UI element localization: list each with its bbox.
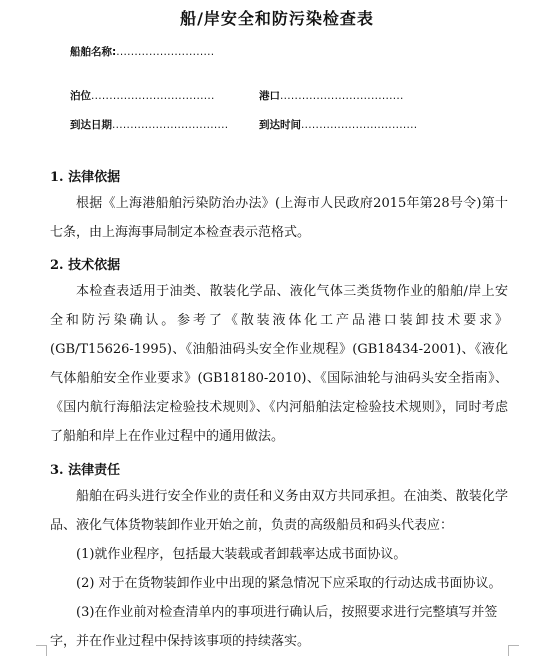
- arrival-time-label: 到达时间: [259, 119, 301, 131]
- port-field: [259, 88, 404, 103]
- margin-corner-mark: [508, 645, 519, 656]
- section-1-text: 根据《上海港船舶污染防治办法》(上海市人民政府2015年第28号令)第十七条，由上海海事局制定本检查表示范格式。: [50, 196, 508, 240]
- section-1-heading: 1. 法律依据: [50, 170, 121, 185]
- arrival-date-field: [70, 117, 228, 132]
- ship-name-field: 船舶名称:...........................: [70, 46, 215, 58]
- ship-name-label: 船舶名称: [70, 46, 112, 58]
- arrival-date-label: 到达日期: [70, 119, 112, 131]
- arrival-time-field: [259, 117, 417, 132]
- berth-value: ..................................: [91, 90, 215, 102]
- berth-label: 泊位: [70, 90, 91, 102]
- port-value: ..................................: [280, 90, 404, 102]
- section-2-heading: 2. 技术依据: [50, 258, 121, 273]
- arrival-time-value: ................................: [301, 119, 418, 131]
- section-2-text: 本检查表适用于油类、散装化学品、液化气体三类货物作业的船舶/岸上安全和防污染确认。参考了《散装液体化工产品港口装卸技术要求》(GB/T15626-1995)、《油船油码头安全作业规程》(GB18434-2001)、《液化气体船舶安全作业要求》(GB18180-2010)、《国际油轮与油码头安全指南》、《国内航行海船法定检验技术规则》、《内河船舶法定检验技术规则》，同时考虑了船舶和岸上在作业过程中的通用做法。: [50, 284, 508, 444]
- section-3-heading: 3. 法律责任: [50, 463, 121, 478]
- margin-corner-mark: [36, 645, 47, 656]
- section-3-item-2: (2) 对于在货物装卸作业中出现的紧急情况下应采取的行动达成书面协议。: [76, 576, 502, 591]
- berth-field: [70, 88, 215, 103]
- section-3-item-3: (3)在作业前对检查清单内的事项进行确认后，按照要求进行完整填写并签字，并在作业过程中保持该事项的持续落实。: [50, 605, 498, 649]
- ship-name-value: ...........................: [116, 46, 215, 58]
- port-label: 港口: [259, 90, 280, 102]
- section-3-item-1: (1)就作业程序，包括最大装载或者卸载率达成书面协议。: [76, 547, 407, 562]
- arrival-date-value: ................................: [112, 119, 229, 131]
- document-title: 船/岸安全和防污染检查表: [180, 9, 374, 28]
- section-3-text: 船舶在码头进行安全作业的责任和义务由双方共同承担。在油类、散装化学品、液化气体货物装卸作业开始之前，负责的高级船员和码头代表应：: [50, 489, 508, 533]
